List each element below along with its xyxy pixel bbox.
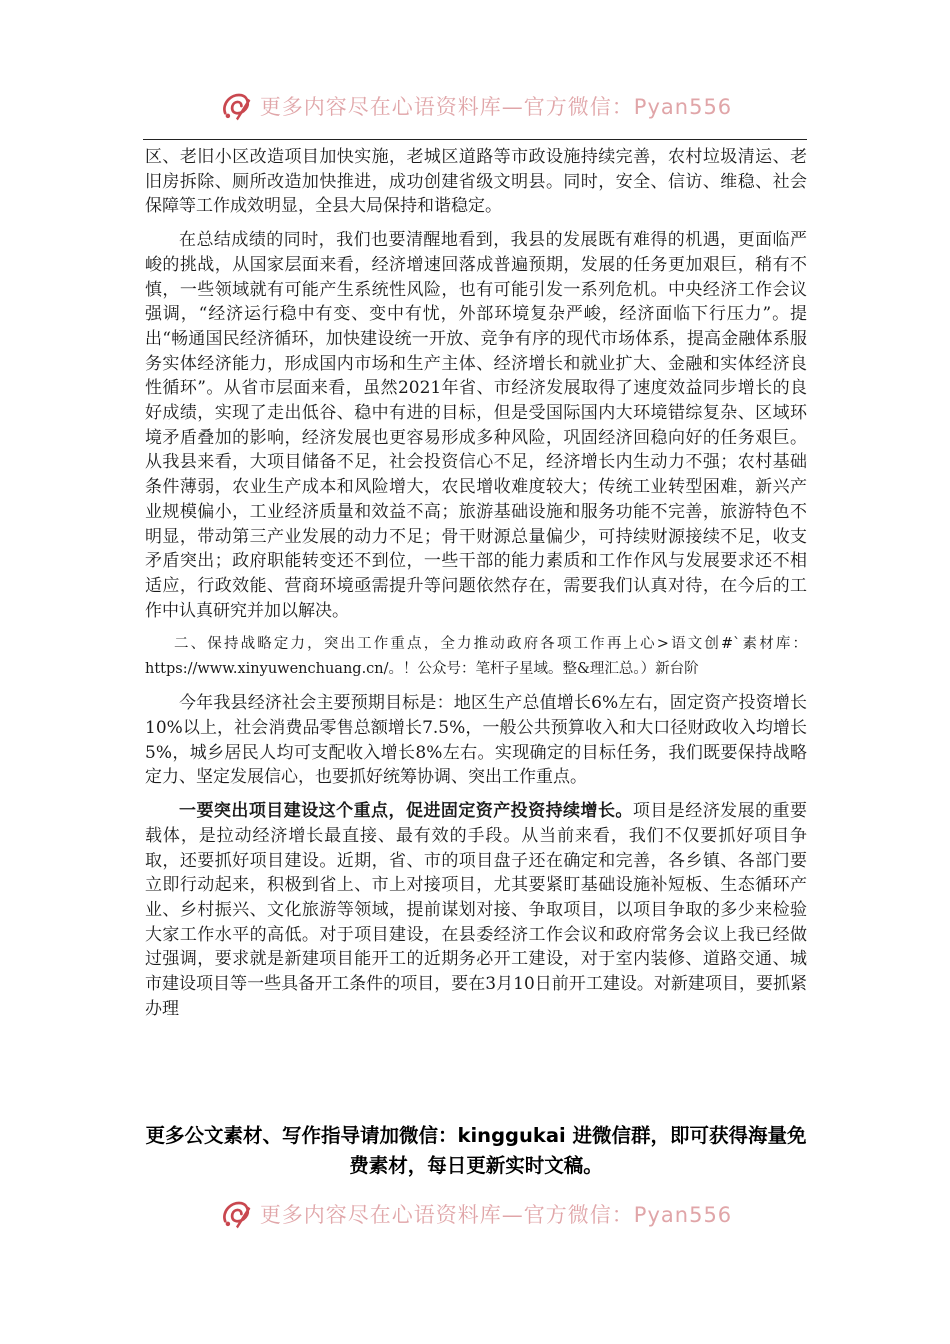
header-rule: [143, 139, 807, 140]
footer-watermark: [0, 1194, 950, 1234]
header-watermark: [0, 86, 950, 126]
section-heading-2: 二、保持战略定力，突出工作重点，全力推动政府各项工作再上心>语文创#`素材库：https://www.xinyuwenchuang.cn/。！公众号：笔杆子星域。整&理汇总。）新台阶: [145, 636, 807, 678]
paragraph-1: 区、老旧小区改造项目加快实施，老城区道路等市政设施持续完善，农村垃圾清运、老旧房拆除、厕所改造加快推进，成功创建省级文明县。同时，安全、信访、维稳、社会保障等工作成效明显，全县大局保持和谐稳定。: [145, 147, 807, 217]
watermark-text: 更多内容尽在心语资料库—官方微信：Pyan556: [259, 1203, 733, 1227]
watermark-text: 更多内容尽在心语资料库—官方微信：Pyan556: [259, 95, 733, 119]
pen-swirl-logo-icon: [218, 1196, 254, 1232]
paragraph-2: 在总结成绩的同时，我们也要清醒地看到，我县的发展既有难得的机遇，更面临严峻的挑战，从国家层面来看，经济增速回落成普遍预期，发展的任务更加艰巨，稍有不慎，一些领域就有可能产生系统性风险，也有可能引发一系列危机。中央经济工作会议强调，“经济运行稳中有变、变中有忧，外部环境复杂严峻，经济面临下行压力”。提出“畅通国民经济循环，加快建设统一开放、竞争有序的现代市场体系，提高金融体系服务实体经济能力，形成国内市场和生产主体、经济增长和就业扩大、金融和实体经济良性循环”。从省市层面来看，虽然2021年省、市经济发展取得了速度效益同步增长的良好成绩，实现了走出低谷、稳中有进的目标，但是受国际国内大环境错综复杂、区域环境矛盾叠加的影响，经济发展也更容易形成多种风险，巩固经济回稳向好的任务艰巨。从我县来看，大项目储备不足，社会投资信心不足，经济增长内生动力不强；农村基础条件薄弱，农业生产成本和风险增大，农民增收难度较大；传统工业转型困难，新兴产业规模偏小，工业经济质量和效益不高；旅游基础设施和服务功能不完善，旅游特色不明显，带动第三产业发展的动力不足；骨干财源总量偏少，可持续财源接续不足，收支矛盾突出；政府职能转变还不到位，一些干部的能力素质和工作作风与发展要求还不相适应，行政效能、营商环境亟需提升等问题依然存在，需要我们认真对待，在今后的工作中认真研究并加以解决。: [145, 230, 807, 621]
promo-banner: 更多公文素材、写作指导请加微信：kinggukai 进微信群，即可获得海量免费素材，每日更新实时文稿。: [145, 1124, 807, 1177]
pen-swirl-logo-icon: [218, 88, 254, 124]
paragraph-4: [145, 799, 807, 1021]
paragraph-4-text: 项目是经济发展的重要载体，是拉动经济增长最直接、最有效的手段。从当前来看，我们不仅要抓好项目争取，还要抓好项目建设。近期，省、市的项目盘子还在确定和完善，各乡镇、各部门要立即行动起来，积极到省上、市上对接项目，尤其要紧盯基础设施补短板、生态循环产业、乡村振兴、文化旅游等领域，提前谋划对接、争取项目，以项目争取的多少来检验大家工作水平的高低。对于项目建设，在县委经济工作会议和政府常务会议上我已经做过强调，要求就是新建项目能开工的近期务必开工建设，对于室内装修、道路交通、城市建设项目等一些具备开工条件的项目，要在3月10日前开工建设。对新建项目，要抓紧办理: [145, 801, 808, 1019]
document-body: [145, 145, 807, 1022]
paragraph-4-lead: 一要突出项目建设这个重点，促进固定资产投资持续增长。: [179, 801, 633, 822]
paragraph-3: 今年我县经济社会主要预期目标是：地区生产总值增长6%左右，固定资产投资增长10%以上，社会消费品零售总额增长7.5%，一般公共预算收入和大口径财政收入均增长5%，城乡居民人均可支配收入增长8%左右。实现确定的目标任务，我们既要保持战略定力、坚定发展信心，也要抓好统筹协调、突出工作重点。: [145, 693, 807, 788]
